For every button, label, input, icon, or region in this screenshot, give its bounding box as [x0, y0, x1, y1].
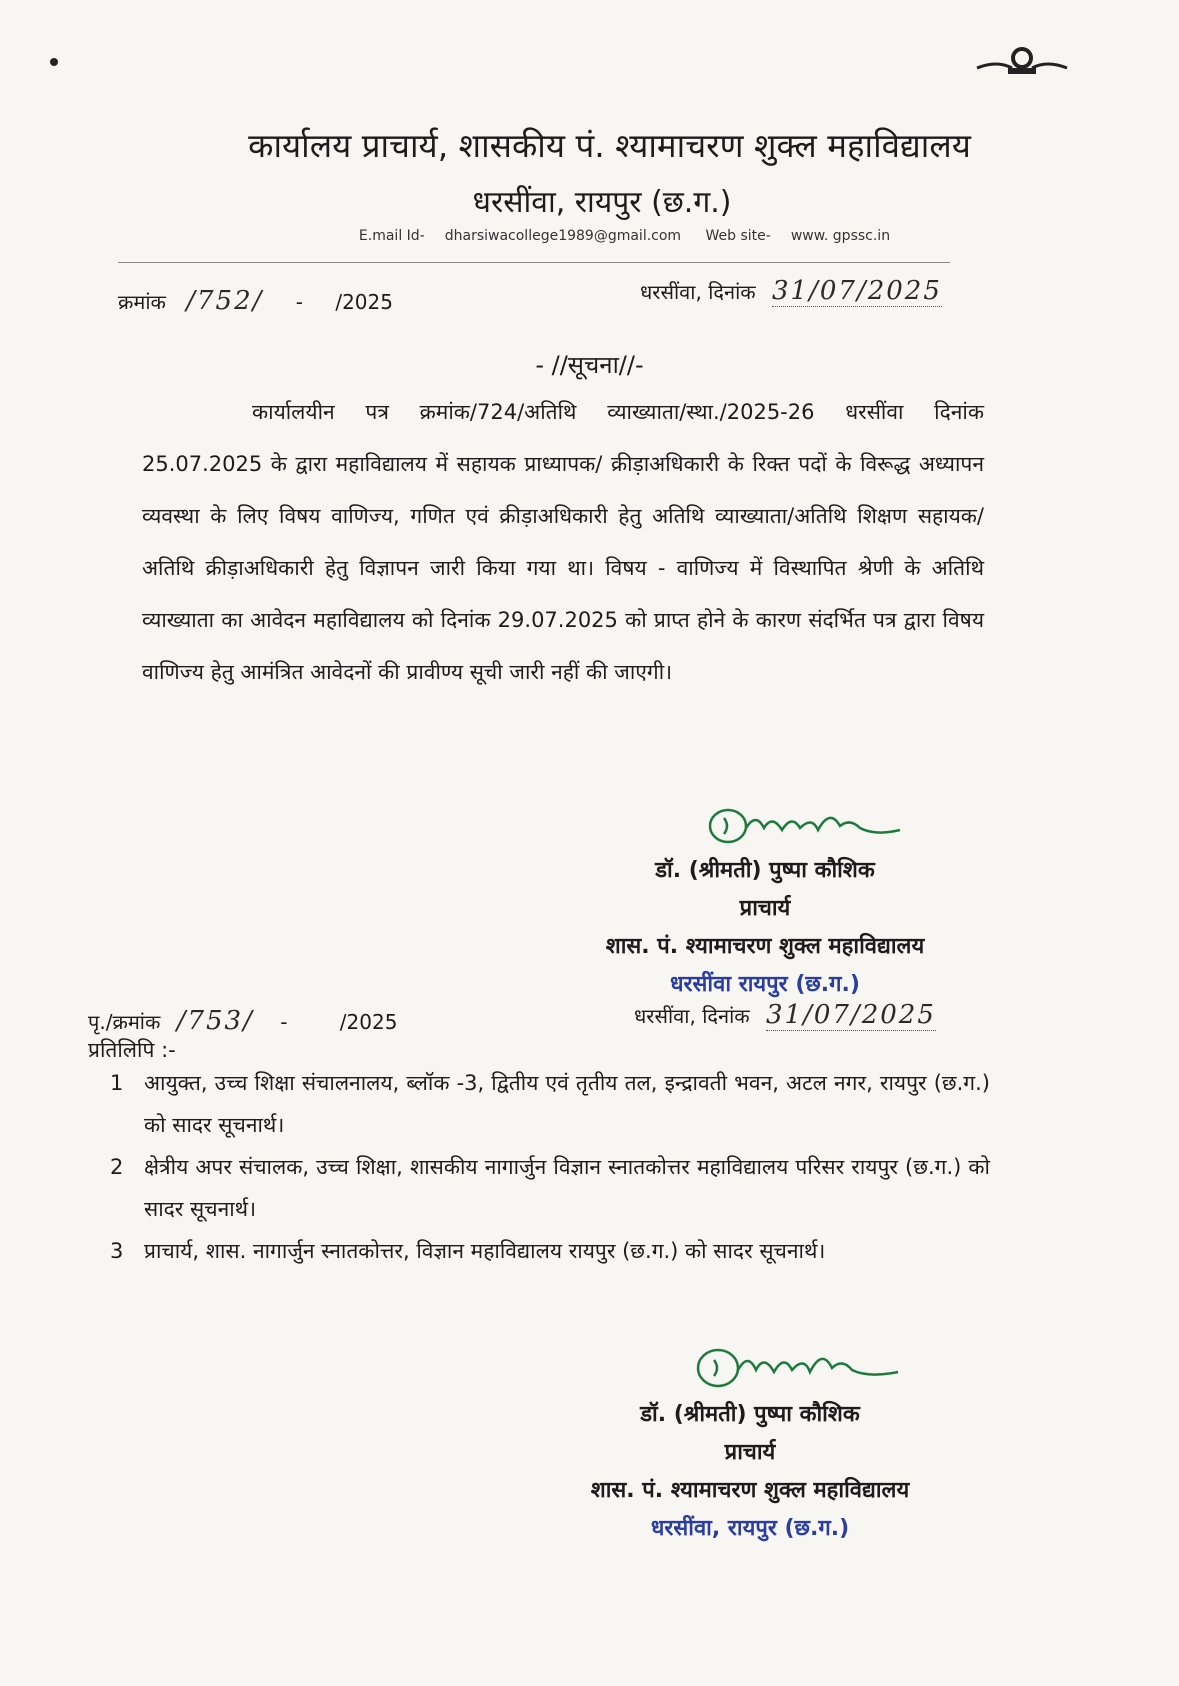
endorsement-handwritten-date: 31/07/2025 [766, 1000, 936, 1030]
list-item [110, 1146, 990, 1230]
signatory-designation: प्राचार्य [724, 1440, 776, 1465]
signature-block-1 [545, 852, 985, 1004]
endorsement-year: /2025 [339, 1010, 398, 1034]
signatory-college: शास. पं. श्यामाचरण शुक्ल महाविद्यालय [605, 934, 925, 959]
endorsement-dash: - [280, 1010, 288, 1034]
signature-icon [700, 796, 930, 852]
website-label: Web site- [705, 228, 771, 244]
reference-dash: - [295, 290, 303, 314]
endorsement-label: पृ./क्रमांक [88, 1010, 161, 1034]
reference-handwritten-number: /752/ [186, 286, 264, 316]
punch-hole-mark [50, 58, 58, 66]
signature-block-2 [530, 1396, 970, 1548]
notice-body: कार्यालयीन पत्र क्रमांक/724/अतिथि व्याख्याता/स्था./2025-26 धरसींवा दिनांक 25.07.2025 के द्वारा महाविद्यालय में सहायक प्राध्यापक/ क्रीड़ाअधिकारी के रिक्त पदों के विरूद्ध अध्यापन व्यवस्था के लिए विषय वाणिज्य, गणित एवं क्रीड़ाअधिकारी हेतु अतिथि व्याख्याता/अतिथि शिक्षण सहायक/ अतिथि क्रीड़ाअधिकारी हेतु विज्ञापन जारी किया गया था। विषय - वाणिज्य में विस्थापित श्रेणी के अतिथि व्याख्याता का आवेदन महाविद्यालय को दिनांक 29.07.2025 को प्राप्त होने के कारण संदर्भित पत्र द्वारा विषय वाणिज्य हेतु आमंत्रित आवेदनों की प्रावीण्य सूची जारी नहीं की जाएगी। [142, 400, 984, 684]
email-address: dharsiwacollege1989@gmail.com [444, 228, 682, 244]
copy-to-list [110, 1062, 990, 1272]
endorsement-date [634, 1000, 936, 1030]
list-item [110, 1062, 990, 1146]
college-header-title: कार्यालय प्राचार्य, शासकीय पं. श्यामाचरण शुक्ल महाविद्यालय [248, 126, 971, 165]
list-item [110, 1230, 990, 1272]
website-address: www. gpssc.in [790, 228, 891, 244]
signatory-name: डॉ. (श्रीमती) पुष्पा कौशिक [655, 858, 875, 883]
reference-number [118, 286, 393, 316]
contact-line [0, 228, 1179, 244]
notice-heading: - //सूचना//- [535, 351, 644, 379]
reference-date [640, 276, 942, 306]
copy-item-number: 3 [110, 1239, 124, 1263]
copy-item-number: 2 [110, 1155, 124, 1179]
email-label: E.mail Id- [358, 228, 425, 244]
college-header-location: धरसींवा, रायपुर (छ.ग.) [472, 185, 732, 220]
header-divider [118, 262, 950, 263]
copy-item-number: 1 [110, 1071, 124, 1095]
endorsement-handwritten-number: /753/ [176, 1006, 254, 1036]
reference-label: क्रमांक [118, 290, 166, 314]
signatory-college: शास. पं. श्यामाचरण शुक्ल महाविद्यालय [590, 1478, 910, 1503]
copy-item-text: क्षेत्रीय अपर संचालक, उच्च शिक्षा, शासकीय नागार्जुन विज्ञान स्नातकोत्तर महाविद्यालय परिसर रायपुर (छ.ग.) को सादर सूचनार्थ। [144, 1155, 990, 1221]
signature-icon [688, 1336, 928, 1396]
endorsement-number [88, 1006, 397, 1036]
signatory-designation: प्राचार्य [739, 896, 791, 921]
reference-handwritten-date: 31/07/2025 [772, 276, 942, 306]
copy-item-text: प्राचार्य, शास. नागार्जुन स्नातकोत्तर, विज्ञान महाविद्यालय रायपुर (छ.ग.) को सादर सूचनार्थ। [144, 1239, 826, 1263]
signatory-stamp-location: धरसींवा रायपुर (छ.ग.) [670, 972, 860, 997]
copy-to-label: प्रतिलिपि :- [88, 1038, 176, 1062]
reference-date-label: धरसींवा, दिनांक [640, 280, 756, 304]
endorsement-date-label: धरसींवा, दिनांक [634, 1004, 750, 1028]
college-logo-icon [972, 40, 1072, 90]
copy-item-text: आयुक्त, उच्च शिक्षा संचालनालय, ब्लॉक -3, द्वितीय एवं तृतीय तल, इन्द्रावती भवन, अटल नगर, रायपुर (छ.ग.) को सादर सूचनार्थ। [144, 1071, 990, 1137]
signatory-stamp-location: धरसींवा, रायपुर (छ.ग.) [650, 1516, 850, 1541]
reference-year: /2025 [335, 290, 393, 314]
signatory-name: डॉ. (श्रीमती) पुष्पा कौशिक [640, 1402, 860, 1427]
